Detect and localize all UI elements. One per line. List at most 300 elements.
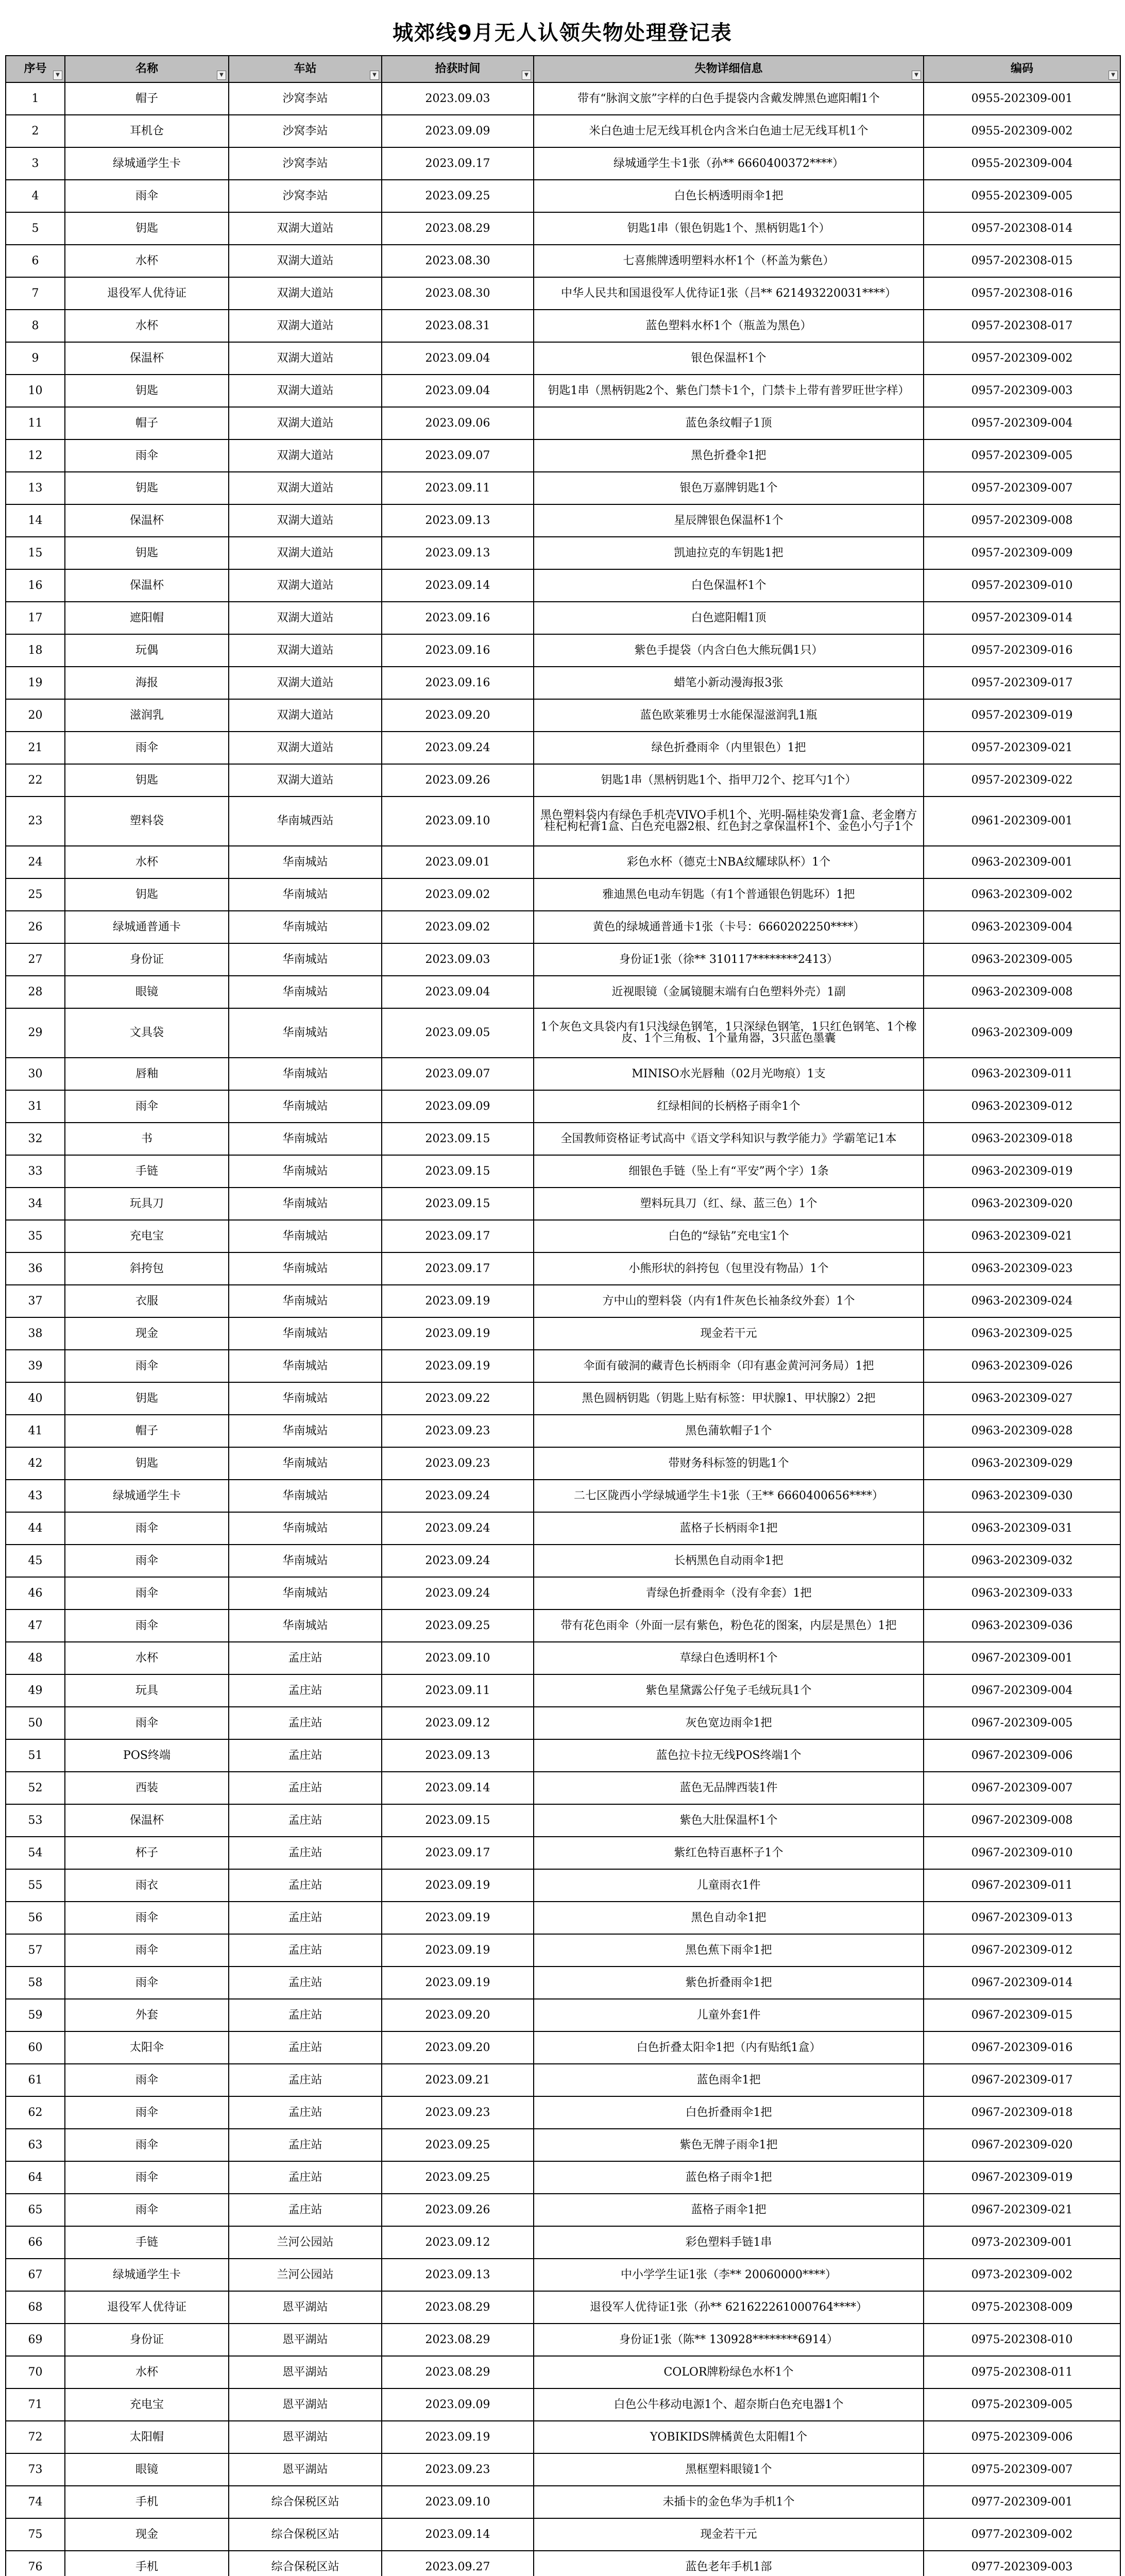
cell-seq: 61 bbox=[6, 2064, 65, 2096]
cell-date: 2023.09.14 bbox=[382, 569, 534, 602]
cell-detail: 蓝色无品牌西装1件 bbox=[534, 1772, 924, 1804]
table-row bbox=[6, 537, 1120, 569]
cell-station: 恩平湖站 bbox=[229, 2453, 382, 2486]
cell-station: 综合保税区站 bbox=[229, 2551, 382, 2576]
cell-code: 0963-202309-018 bbox=[924, 1123, 1120, 1155]
cell-detail: 方中山的塑料袋（内有1件灰色长袖条纹外套）1个 bbox=[534, 1285, 924, 1317]
cell-date: 2023.09.23 bbox=[382, 2453, 534, 2486]
cell-date: 2023.09.24 bbox=[382, 1512, 534, 1545]
table-row bbox=[6, 1058, 1120, 1090]
cell-seq: 47 bbox=[6, 1609, 65, 1642]
cell-code: 0973-202309-001 bbox=[924, 2226, 1120, 2259]
cell-station: 双湖大道站 bbox=[229, 764, 382, 796]
table-row bbox=[6, 1642, 1120, 1674]
cell-name: 雨伞 bbox=[65, 1545, 229, 1577]
column-header-label: 编码 bbox=[1010, 62, 1033, 75]
cell-seq: 13 bbox=[6, 472, 65, 504]
filter-dropdown-icon[interactable]: ▼ bbox=[1109, 71, 1118, 80]
cell-station: 孟庄站 bbox=[229, 2161, 382, 2194]
column-header-label: 失物详细信息 bbox=[694, 62, 763, 75]
cell-code: 0957-202309-007 bbox=[924, 472, 1120, 504]
cell-seq: 46 bbox=[6, 1577, 65, 1609]
cell-station: 华南城站 bbox=[229, 1090, 382, 1123]
cell-name: 雨衣 bbox=[65, 1869, 229, 1902]
cell-detail: 现金若干元 bbox=[534, 2518, 924, 2551]
cell-date: 2023.09.25 bbox=[382, 2161, 534, 2194]
cell-code: 0967-202309-014 bbox=[924, 1967, 1120, 1999]
cell-seq: 12 bbox=[6, 439, 65, 472]
cell-date: 2023.09.25 bbox=[382, 2129, 534, 2161]
cell-seq: 25 bbox=[6, 878, 65, 911]
cell-date: 2023.09.11 bbox=[382, 1674, 534, 1707]
cell-date: 2023.09.13 bbox=[382, 2259, 534, 2291]
cell-seq: 16 bbox=[6, 569, 65, 602]
cell-name: 雨伞 bbox=[65, 2129, 229, 2161]
cell-seq: 52 bbox=[6, 1772, 65, 1804]
cell-station: 孟庄站 bbox=[229, 2096, 382, 2129]
cell-code: 0967-202309-011 bbox=[924, 1869, 1120, 1902]
table-row bbox=[6, 180, 1120, 212]
cell-seq: 17 bbox=[6, 602, 65, 634]
cell-detail: 蓝色欧莱雅男士水能保湿滋润乳1瓶 bbox=[534, 699, 924, 732]
table-row bbox=[6, 472, 1120, 504]
cell-code: 0963-202309-004 bbox=[924, 911, 1120, 943]
cell-date: 2023.09.07 bbox=[382, 439, 534, 472]
table-row bbox=[6, 878, 1120, 911]
cell-code: 0957-202309-008 bbox=[924, 504, 1120, 537]
table-row bbox=[6, 764, 1120, 796]
cell-code: 0963-202309-032 bbox=[924, 1545, 1120, 1577]
cell-name: 身份证 bbox=[65, 2324, 229, 2356]
table-row bbox=[6, 1188, 1120, 1220]
cell-code: 0957-202309-004 bbox=[924, 407, 1120, 439]
cell-name: 手机 bbox=[65, 2551, 229, 2576]
table-row bbox=[6, 2161, 1120, 2194]
cell-seq: 56 bbox=[6, 1902, 65, 1934]
table-row bbox=[6, 2518, 1120, 2551]
cell-detail: 白色折叠太阳伞1把（内有贴纸1盒） bbox=[534, 2031, 924, 2064]
cell-seq: 30 bbox=[6, 1058, 65, 1090]
cell-name: 绿城通学生卡 bbox=[65, 147, 229, 180]
cell-code: 0967-202309-006 bbox=[924, 1739, 1120, 1772]
filter-dropdown-icon[interactable]: ▼ bbox=[370, 71, 379, 80]
filter-dropdown-icon[interactable]: ▼ bbox=[912, 71, 921, 80]
cell-date: 2023.09.02 bbox=[382, 878, 534, 911]
cell-date: 2023.09.04 bbox=[382, 342, 534, 375]
cell-code: 0963-202309-011 bbox=[924, 1058, 1120, 1090]
cell-name: 书 bbox=[65, 1123, 229, 1155]
cell-detail: 黑色圆柄钥匙（钥匙上贴有标签：甲状腺1、甲状腺2）2把 bbox=[534, 1382, 924, 1415]
cell-code: 0977-202309-001 bbox=[924, 2486, 1120, 2518]
cell-code: 0963-202309-025 bbox=[924, 1317, 1120, 1350]
cell-date: 2023.09.16 bbox=[382, 602, 534, 634]
cell-station: 华南城站 bbox=[229, 1317, 382, 1350]
cell-date: 2023.08.29 bbox=[382, 2291, 534, 2324]
cell-code: 0957-202309-003 bbox=[924, 375, 1120, 407]
cell-station: 兰河公园站 bbox=[229, 2226, 382, 2259]
table-row bbox=[6, 976, 1120, 1008]
cell-code: 0977-202309-002 bbox=[924, 2518, 1120, 2551]
cell-detail: 全国教师资格证考试高中《语文学科知识与教学能力》学霸笔记1本 bbox=[534, 1123, 924, 1155]
cell-name: 雨伞 bbox=[65, 439, 229, 472]
cell-station: 华南城西站 bbox=[229, 796, 382, 846]
cell-station: 孟庄站 bbox=[229, 1967, 382, 1999]
table-row bbox=[6, 1772, 1120, 1804]
cell-detail: 蓝色老年手机1部 bbox=[534, 2551, 924, 2576]
cell-name: 水杯 bbox=[65, 846, 229, 878]
cell-name: 手机 bbox=[65, 2486, 229, 2518]
cell-date: 2023.09.17 bbox=[382, 1837, 534, 1869]
cell-station: 双湖大道站 bbox=[229, 634, 382, 667]
cell-code: 0963-202309-005 bbox=[924, 943, 1120, 976]
cell-station: 孟庄站 bbox=[229, 1772, 382, 1804]
cell-station: 华南城站 bbox=[229, 1415, 382, 1447]
table-row bbox=[6, 2453, 1120, 2486]
cell-station: 孟庄站 bbox=[229, 2031, 382, 2064]
cell-detail: 黑色塑料袋内有绿色手机壳VIVO手机1个、光明-隔桂染发膏1盒、老金磨方桂杞枸杞膏1盒、白色充电器2根、红色封之拿保温杯1个、金色小勺子1个 bbox=[534, 796, 924, 846]
table-row bbox=[6, 1155, 1120, 1188]
table-row bbox=[6, 1090, 1120, 1123]
cell-name: 钥匙 bbox=[65, 764, 229, 796]
table-row bbox=[6, 1382, 1120, 1415]
cell-station: 华南城站 bbox=[229, 1220, 382, 1252]
cell-seq: 63 bbox=[6, 2129, 65, 2161]
cell-name: 帽子 bbox=[65, 1415, 229, 1447]
cell-name: 水杯 bbox=[65, 245, 229, 277]
cell-seq: 19 bbox=[6, 667, 65, 699]
cell-date: 2023.09.22 bbox=[382, 1382, 534, 1415]
cell-station: 华南城站 bbox=[229, 878, 382, 911]
cell-station: 双湖大道站 bbox=[229, 310, 382, 342]
cell-name: 钥匙 bbox=[65, 878, 229, 911]
cell-code: 0963-202309-023 bbox=[924, 1252, 1120, 1285]
table-row bbox=[6, 310, 1120, 342]
cell-detail: 紫红色特百惠杯子1个 bbox=[534, 1837, 924, 1869]
column-header-label: 名称 bbox=[135, 62, 158, 75]
cell-station: 双湖大道站 bbox=[229, 569, 382, 602]
cell-name: 太阳伞 bbox=[65, 2031, 229, 2064]
cell-detail: 绿城通学生卡1张（孙** 6660400372****） bbox=[534, 147, 924, 180]
cell-name: 手链 bbox=[65, 2226, 229, 2259]
cell-detail: 红绿相间的长柄格子雨伞1个 bbox=[534, 1090, 924, 1123]
cell-seq: 33 bbox=[6, 1155, 65, 1188]
cell-name: 充电宝 bbox=[65, 2388, 229, 2421]
cell-date: 2023.09.05 bbox=[382, 1008, 534, 1058]
cell-code: 0967-202309-016 bbox=[924, 2031, 1120, 2064]
table-row bbox=[6, 82, 1120, 115]
column-header-label: 拾获时间 bbox=[435, 62, 481, 75]
cell-seq: 38 bbox=[6, 1317, 65, 1350]
cell-seq: 3 bbox=[6, 147, 65, 180]
cell-date: 2023.09.19 bbox=[382, 1285, 534, 1317]
cell-date: 2023.09.06 bbox=[382, 407, 534, 439]
cell-date: 2023.09.07 bbox=[382, 1058, 534, 1090]
table-row bbox=[6, 1252, 1120, 1285]
cell-date: 2023.09.09 bbox=[382, 2388, 534, 2421]
cell-date: 2023.09.17 bbox=[382, 1252, 534, 1285]
cell-code: 0967-202309-007 bbox=[924, 1772, 1120, 1804]
cell-date: 2023.09.20 bbox=[382, 1999, 534, 2031]
table-row bbox=[6, 2421, 1120, 2453]
cell-seq: 54 bbox=[6, 1837, 65, 1869]
cell-code: 0957-202309-005 bbox=[924, 439, 1120, 472]
cell-code: 0975-202308-009 bbox=[924, 2291, 1120, 2324]
cell-station: 恩平湖站 bbox=[229, 2388, 382, 2421]
cell-name: 帽子 bbox=[65, 82, 229, 115]
table-row bbox=[6, 1577, 1120, 1609]
cell-detail: 银色万嘉牌钥匙1个 bbox=[534, 472, 924, 504]
cell-seq: 34 bbox=[6, 1188, 65, 1220]
cell-seq: 64 bbox=[6, 2161, 65, 2194]
cell-seq: 70 bbox=[6, 2356, 65, 2388]
cell-name: 外套 bbox=[65, 1999, 229, 2031]
cell-detail: 身份证1张（徐** 310117********2413） bbox=[534, 943, 924, 976]
cell-code: 0963-202309-021 bbox=[924, 1220, 1120, 1252]
table-row bbox=[6, 1317, 1120, 1350]
cell-detail: 长柄黑色自动雨伞1把 bbox=[534, 1545, 924, 1577]
cell-seq: 72 bbox=[6, 2421, 65, 2453]
cell-detail: 塑料玩具刀（红、绿、蓝三色）1个 bbox=[534, 1188, 924, 1220]
cell-date: 2023.09.23 bbox=[382, 1447, 534, 1480]
cell-seq: 39 bbox=[6, 1350, 65, 1382]
cell-detail: 灰色宽边雨伞1把 bbox=[534, 1707, 924, 1739]
cell-station: 华南城站 bbox=[229, 1252, 382, 1285]
cell-station: 孟庄站 bbox=[229, 1934, 382, 1967]
cell-seq: 58 bbox=[6, 1967, 65, 1999]
cell-station: 华南城站 bbox=[229, 943, 382, 976]
cell-station: 华南城站 bbox=[229, 911, 382, 943]
cell-name: 手链 bbox=[65, 1155, 229, 1188]
cell-name: 眼镜 bbox=[65, 2453, 229, 2486]
table-row bbox=[6, 439, 1120, 472]
cell-date: 2023.09.12 bbox=[382, 2226, 534, 2259]
sheet-title: 城郊线9月无人认领失物处理登记表 bbox=[393, 21, 732, 45]
table-row bbox=[6, 1902, 1120, 1934]
cell-detail: 蓝格子雨伞1把 bbox=[534, 2194, 924, 2226]
cell-code: 0963-202309-002 bbox=[924, 878, 1120, 911]
cell-date: 2023.09.10 bbox=[382, 2486, 534, 2518]
cell-code: 0973-202309-002 bbox=[924, 2259, 1120, 2291]
cell-station: 孟庄站 bbox=[229, 1707, 382, 1739]
cell-date: 2023.09.14 bbox=[382, 1772, 534, 1804]
column-header-name bbox=[65, 56, 229, 82]
cell-name: 钥匙 bbox=[65, 1447, 229, 1480]
cell-detail: 未插卡的金色华为手机1个 bbox=[534, 2486, 924, 2518]
cell-name: 钥匙 bbox=[65, 537, 229, 569]
cell-code: 0967-202309-008 bbox=[924, 1804, 1120, 1837]
table-row bbox=[6, 407, 1120, 439]
cell-code: 0967-202309-010 bbox=[924, 1837, 1120, 1869]
cell-code: 0957-202309-021 bbox=[924, 732, 1120, 764]
cell-date: 2023.09.24 bbox=[382, 732, 534, 764]
cell-station: 华南城站 bbox=[229, 1058, 382, 1090]
cell-code: 0963-202309-036 bbox=[924, 1609, 1120, 1642]
cell-detail: 星辰牌银色保温杯1个 bbox=[534, 504, 924, 537]
table-row bbox=[6, 2031, 1120, 2064]
cell-detail: 中小学学生证1张（李** 20060000****） bbox=[534, 2259, 924, 2291]
table-row bbox=[6, 212, 1120, 245]
table-row bbox=[6, 1804, 1120, 1837]
cell-seq: 24 bbox=[6, 846, 65, 878]
cell-station: 双湖大道站 bbox=[229, 375, 382, 407]
cell-seq: 37 bbox=[6, 1285, 65, 1317]
cell-date: 2023.09.03 bbox=[382, 943, 534, 976]
cell-seq: 2 bbox=[6, 115, 65, 147]
cell-detail: 紫色星黛露公仔兔子毛绒玩具1个 bbox=[534, 1674, 924, 1707]
table-row bbox=[6, 569, 1120, 602]
cell-date: 2023.09.21 bbox=[382, 2064, 534, 2096]
cell-seq: 21 bbox=[6, 732, 65, 764]
filter-dropdown-icon[interactable]: ▼ bbox=[217, 71, 226, 80]
cell-code: 0961-202309-001 bbox=[924, 796, 1120, 846]
cell-station: 兰河公园站 bbox=[229, 2259, 382, 2291]
cell-date: 2023.09.25 bbox=[382, 180, 534, 212]
cell-name: 西装 bbox=[65, 1772, 229, 1804]
cell-code: 0975-202309-007 bbox=[924, 2453, 1120, 2486]
cell-date: 2023.09.17 bbox=[382, 1220, 534, 1252]
cell-name: 雨伞 bbox=[65, 2161, 229, 2194]
cell-name: 钥匙 bbox=[65, 1382, 229, 1415]
cell-seq: 28 bbox=[6, 976, 65, 1008]
cell-seq: 6 bbox=[6, 245, 65, 277]
cell-date: 2023.08.31 bbox=[382, 310, 534, 342]
cell-seq: 15 bbox=[6, 537, 65, 569]
cell-seq: 36 bbox=[6, 1252, 65, 1285]
cell-code: 0963-202309-028 bbox=[924, 1415, 1120, 1447]
cell-date: 2023.09.02 bbox=[382, 911, 534, 943]
cell-code: 0963-202309-033 bbox=[924, 1577, 1120, 1609]
cell-date: 2023.09.16 bbox=[382, 667, 534, 699]
cell-station: 华南城站 bbox=[229, 1123, 382, 1155]
table-row bbox=[6, 1545, 1120, 1577]
cell-date: 2023.09.19 bbox=[382, 1967, 534, 1999]
cell-date: 2023.09.10 bbox=[382, 796, 534, 846]
cell-code: 0957-202308-016 bbox=[924, 277, 1120, 310]
cell-name: 杯子 bbox=[65, 1837, 229, 1869]
cell-date: 2023.09.03 bbox=[382, 82, 534, 115]
cell-name: 绿城通学生卡 bbox=[65, 2259, 229, 2291]
cell-seq: 27 bbox=[6, 943, 65, 976]
cell-name: 衣服 bbox=[65, 1285, 229, 1317]
table-body bbox=[6, 82, 1120, 2576]
cell-code: 0957-202308-015 bbox=[924, 245, 1120, 277]
cell-station: 双湖大道站 bbox=[229, 699, 382, 732]
cell-seq: 50 bbox=[6, 1707, 65, 1739]
cell-code: 0955-202309-002 bbox=[924, 115, 1120, 147]
cell-detail: 细银色手链（坠上有“平安”两个字）1条 bbox=[534, 1155, 924, 1188]
cell-name: 耳机仓 bbox=[65, 115, 229, 147]
cell-seq: 4 bbox=[6, 180, 65, 212]
cell-seq: 20 bbox=[6, 699, 65, 732]
cell-detail: 伞面有破洞的藏青色长柄雨伞（印有惠金黄河河务局）1把 bbox=[534, 1350, 924, 1382]
filter-dropdown-icon[interactable]: ▼ bbox=[522, 71, 531, 80]
cell-code: 0967-202309-012 bbox=[924, 1934, 1120, 1967]
cell-seq: 22 bbox=[6, 764, 65, 796]
cell-date: 2023.09.19 bbox=[382, 1934, 534, 1967]
cell-name: 雨伞 bbox=[65, 1934, 229, 1967]
cell-detail: 儿童雨衣1件 bbox=[534, 1869, 924, 1902]
cell-station: 孟庄站 bbox=[229, 2064, 382, 2096]
table-row bbox=[6, 1123, 1120, 1155]
table-row bbox=[6, 1967, 1120, 1999]
cell-name: 退役军人优待证 bbox=[65, 277, 229, 310]
table-row bbox=[6, 375, 1120, 407]
column-header-date bbox=[382, 56, 534, 82]
cell-detail: 黄色的绿城通普通卡1张（卡号：6660202250****） bbox=[534, 911, 924, 943]
cell-date: 2023.09.10 bbox=[382, 1642, 534, 1674]
cell-station: 华南城站 bbox=[229, 846, 382, 878]
column-header-code bbox=[924, 56, 1120, 82]
cell-seq: 9 bbox=[6, 342, 65, 375]
cell-code: 0957-202309-017 bbox=[924, 667, 1120, 699]
cell-detail: 白色保温杯1个 bbox=[534, 569, 924, 602]
cell-date: 2023.08.30 bbox=[382, 277, 534, 310]
cell-detail: COLOR牌粉绿色水杯1个 bbox=[534, 2356, 924, 2388]
cell-station: 华南城站 bbox=[229, 1285, 382, 1317]
cell-name: 太阳帽 bbox=[65, 2421, 229, 2453]
cell-detail: 白色的“绿钻”充电宝1个 bbox=[534, 1220, 924, 1252]
table-row bbox=[6, 342, 1120, 375]
column-header-seq bbox=[6, 56, 65, 82]
cell-station: 双湖大道站 bbox=[229, 732, 382, 764]
cell-detail: 黑色折叠伞1把 bbox=[534, 439, 924, 472]
cell-date: 2023.09.09 bbox=[382, 1090, 534, 1123]
cell-name: 现金 bbox=[65, 1317, 229, 1350]
table-row bbox=[6, 943, 1120, 976]
cell-seq: 49 bbox=[6, 1674, 65, 1707]
cell-code: 0967-202309-017 bbox=[924, 2064, 1120, 2096]
cell-code: 0963-202309-026 bbox=[924, 1350, 1120, 1382]
cell-detail: 退役军人优待证1张（孙** 621622261000764****） bbox=[534, 2291, 924, 2324]
cell-station: 双湖大道站 bbox=[229, 407, 382, 439]
cell-station: 华南城站 bbox=[229, 1350, 382, 1382]
cell-station: 孟庄站 bbox=[229, 2129, 382, 2161]
table-row bbox=[6, 1512, 1120, 1545]
cell-detail: 黑框塑料眼镜1个 bbox=[534, 2453, 924, 2486]
cell-station: 孟庄站 bbox=[229, 1999, 382, 2031]
cell-seq: 8 bbox=[6, 310, 65, 342]
filter-dropdown-icon[interactable]: ▼ bbox=[53, 71, 62, 80]
cell-station: 综合保税区站 bbox=[229, 2518, 382, 2551]
cell-code: 0957-202309-009 bbox=[924, 537, 1120, 569]
cell-date: 2023.08.29 bbox=[382, 2356, 534, 2388]
cell-station: 双湖大道站 bbox=[229, 667, 382, 699]
cell-detail: MINISO水光唇釉（02月光吻痕）1支 bbox=[534, 1058, 924, 1090]
table-row bbox=[6, 2291, 1120, 2324]
cell-detail: 二七区陇西小学绿城通学生卡1张（王** 6660400656****） bbox=[534, 1480, 924, 1512]
cell-seq: 32 bbox=[6, 1123, 65, 1155]
cell-station: 华南城站 bbox=[229, 1609, 382, 1642]
cell-station: 恩平湖站 bbox=[229, 2291, 382, 2324]
cell-name: 水杯 bbox=[65, 2356, 229, 2388]
cell-date: 2023.09.01 bbox=[382, 846, 534, 878]
cell-name: 钥匙 bbox=[65, 375, 229, 407]
table-row bbox=[6, 1869, 1120, 1902]
cell-name: 水杯 bbox=[65, 310, 229, 342]
cell-name: 雨伞 bbox=[65, 1512, 229, 1545]
table-row bbox=[6, 2356, 1120, 2388]
table-row bbox=[6, 1739, 1120, 1772]
cell-seq: 11 bbox=[6, 407, 65, 439]
cell-detail: YOBIKIDS牌橘黄色太阳帽1个 bbox=[534, 2421, 924, 2453]
cell-seq: 62 bbox=[6, 2096, 65, 2129]
table-row bbox=[6, 504, 1120, 537]
cell-detail: 紫色大肚保温杯1个 bbox=[534, 1804, 924, 1837]
cell-date: 2023.09.04 bbox=[382, 976, 534, 1008]
cell-date: 2023.09.20 bbox=[382, 699, 534, 732]
cell-detail: 青绿色折叠雨伞（没有伞套）1把 bbox=[534, 1577, 924, 1609]
cell-date: 2023.09.19 bbox=[382, 1902, 534, 1934]
